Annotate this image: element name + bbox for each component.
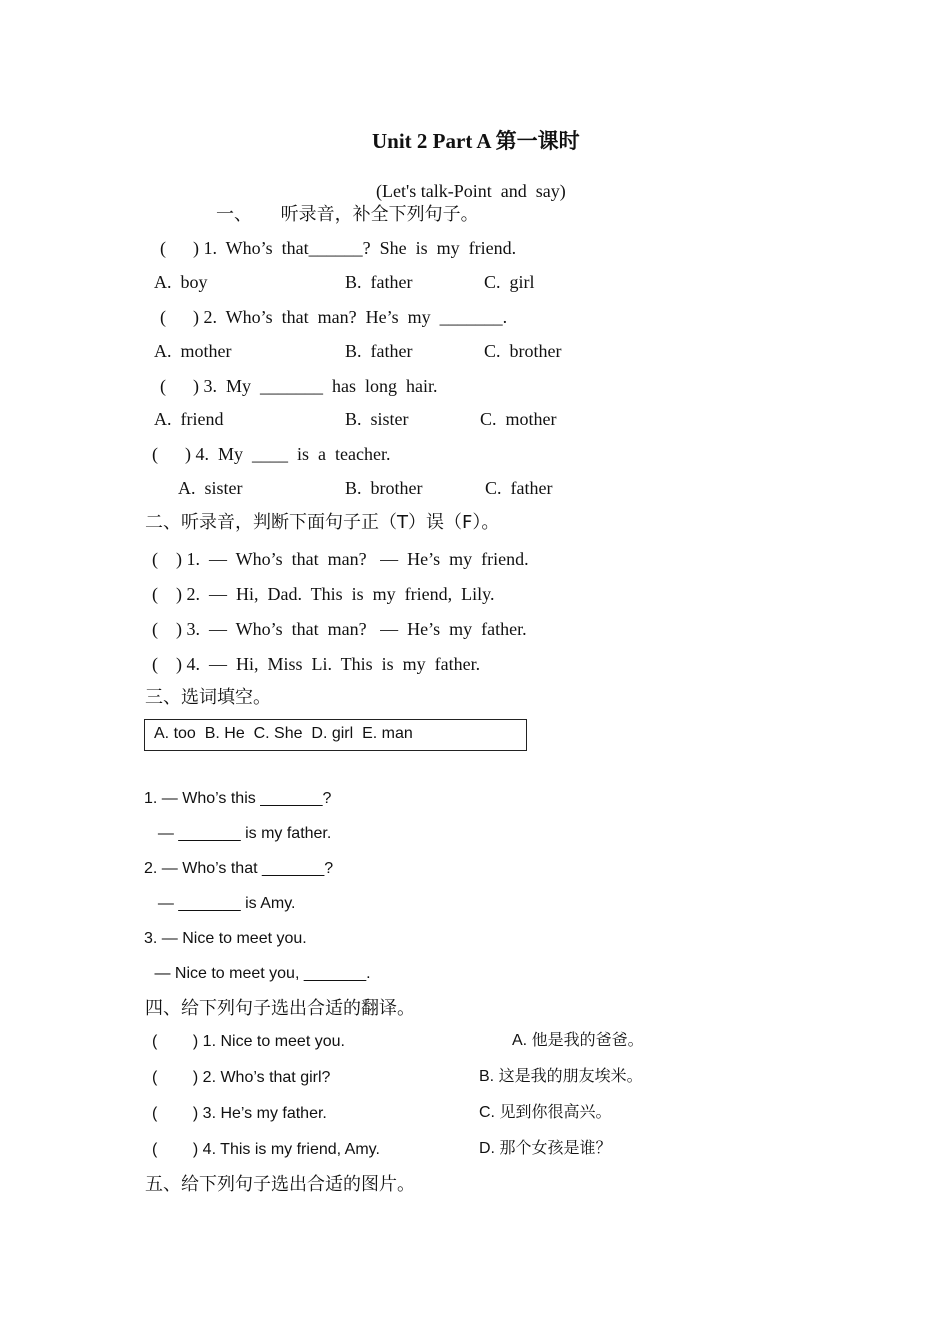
s1-q2-option-b: B. father <box>345 341 413 361</box>
s1-q2-option-a: A. mother <box>154 341 232 361</box>
s1-question-3: ( ) 3. My _______ has long hair. <box>160 376 438 396</box>
s1-q4-option-c: C. father <box>485 478 553 498</box>
word-bank-text: A. too B. He C. She D. girl E. man <box>154 725 413 742</box>
s4-item-1-right: A. 他是我的爸爸。 <box>512 1032 644 1049</box>
s2-item-2: ( ) 2. — Hi, Dad. This is my friend, Lily. <box>152 584 495 604</box>
s1-q4-option-a: A. sister <box>178 478 243 498</box>
s3-line-1: 1. — Who’s this _______? <box>144 790 332 807</box>
s1-q4-option-b: B. brother <box>345 478 423 498</box>
s3-line-5: 3. — Nice to meet you. <box>144 930 307 947</box>
s4-item-2-right: B. 这是我的朋友埃米。 <box>479 1068 643 1085</box>
s1-question-2: ( ) 2. Who’s that man? He’s my _______. <box>160 307 508 327</box>
s4-item-2-left: ( ) 2. Who’s that girl? <box>152 1069 331 1086</box>
s1-question-4: ( ) 4. My ____ is a teacher. <box>152 444 391 464</box>
s1-q3-option-a: A. friend <box>154 409 224 429</box>
section1-heading: 一、 听录音，补全下列句子。 <box>216 204 479 225</box>
section5-heading: 五、给下列句子选出合适的图片。 <box>145 1174 415 1195</box>
section4-heading: 四、给下列句子选出合适的翻译。 <box>145 998 415 1019</box>
s4-item-4-right: D. 那个女孩是谁？ <box>479 1140 612 1157</box>
word-bank-box <box>144 719 527 751</box>
s3-line-2: — _______ is my father. <box>149 825 332 842</box>
s1-q1-option-c: C. girl <box>484 272 535 292</box>
page-subtitle: (Let's talk-Point and say) <box>376 181 566 201</box>
s1-q2-option-c: C. brother <box>484 341 562 361</box>
s3-line-6: — Nice to meet you, _______. <box>150 965 371 982</box>
s1-q1-option-b: B. father <box>345 272 413 292</box>
s1-q1-option-a: A. boy <box>154 272 208 292</box>
page-title: Unit 2 Part A 第一课时 <box>372 129 580 153</box>
s2-item-3: ( ) 3. — Who’s that man? — He’s my father. <box>152 619 527 639</box>
section2-heading: 二、听录音，判断下面句子正（T）误（F）。 <box>145 512 500 533</box>
s3-line-3: 2. — Who’s that _______? <box>144 860 334 877</box>
s1-question-1: ( ) 1. Who’s that______? She is my friend. <box>160 238 517 258</box>
s1-q3-option-c: C. mother <box>480 409 557 429</box>
s2-item-4: ( ) 4. — Hi, Miss Li. This is my father. <box>152 654 481 674</box>
s1-q3-option-b: B. sister <box>345 409 409 429</box>
s4-item-3-left: ( ) 3. He’s my father. <box>152 1105 327 1122</box>
s4-item-3-right: C. 见到你很高兴。 <box>479 1104 612 1121</box>
s2-item-1: ( ) 1. — Who’s that man? — He’s my friend. <box>152 549 529 569</box>
section3-heading: 三、选词填空。 <box>145 687 271 708</box>
s4-item-1-left: ( ) 1. Nice to meet you. <box>152 1033 345 1050</box>
s3-line-4: — _______ is Amy. <box>149 895 296 912</box>
s4-item-4-left: ( ) 4. This is my friend, Amy. <box>152 1141 380 1158</box>
